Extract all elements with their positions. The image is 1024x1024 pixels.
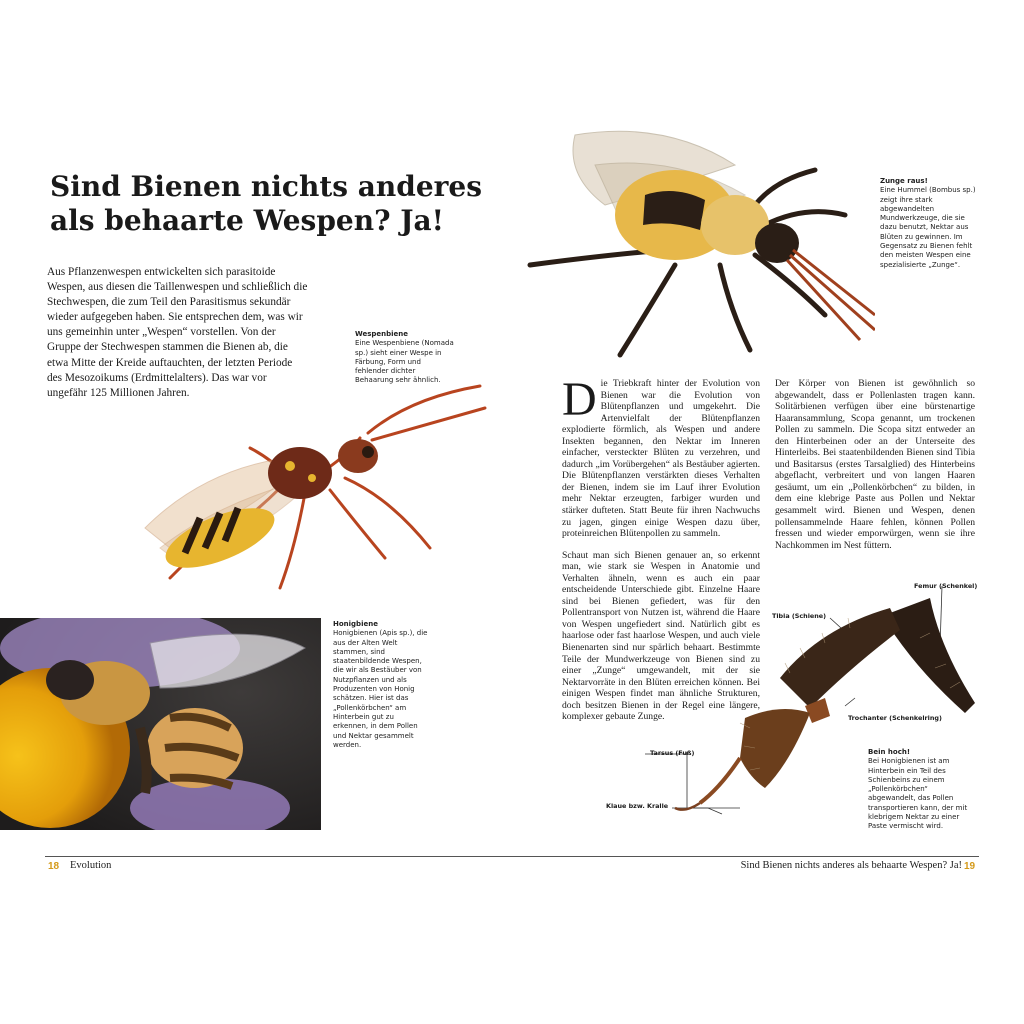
body-paragraph-3: Der Körper von Bienen ist gewöhnlich so abgewandelt, dass er Pollenlasten tragen kann. Solitärbienen verfügen über eine bürstenartige Haaransammlung, Scopa genannt, um trockenen Pollen zu sammeln. Die Scopa sitzt entweder an den Hinterbeinen oder an der Unterseite des Hinterleibs. Bei staatenbildenden Bienen sind Tibia und Basitarsus (erstes Tarsalglied) des Hinterbeins abgeflacht, verbreitert und von langen Haaren gesäumt, um ein „Pollenkörbchen“ zu bilden, in dem eine klebrige Paste aus Pollen und Nektar gesammelt wird. Bienen und Wespen, denen pollensammelnde Haare fehlen, können Pollen fressen und wieder emporwürgen, wenn sie ihre Nachkommen im Nest füttern. [775, 378, 975, 551]
caption-bumblebee-title: Zunge raus! [880, 177, 928, 185]
body-column-right [775, 378, 975, 561]
page-heading [50, 170, 490, 238]
caption-leg-title: Bein hoch! [868, 748, 911, 756]
heading-line-1: Sind Bienen nichts anderes [50, 170, 483, 203]
heading-line-2: als behaarte Wespen? Ja! [50, 204, 444, 237]
caption-leg [868, 748, 970, 832]
bumblebee-illustration [525, 125, 875, 360]
caption-bumblebee [880, 177, 978, 270]
leg-label-femur: Femur (Schenkel) [914, 582, 978, 590]
intro-paragraph: Aus Pflanzenwespen entwickelten sich parasitoide Wespen, aus diesen die Taillenwespen und schließlich die Stechwespen, die zum Teil den Parasitismus sekundär wieder aufgegeben haben. Sie entsprechen dem, was wir uns gemeinhin unter „Wespen“ vorstellen. Von der Gruppe der Stechwespen stammen die Bienen ab, die etwa Mitte der Kreide auftauchten, der letzten Periode des Mesozoikums (Erdmittelalters). Das war vor ungefähr 125 Millionen Jahren. [47, 266, 308, 399]
leg-label-tarsus: Tarsus (Fuß) [650, 749, 695, 757]
running-head-right: Sind Bienen nichts anderes als behaarte Wespen? Ja! [740, 860, 962, 871]
caption-wasp-bee-text: Eine Wespenbiene (Nomada sp.) sieht einer Wespe in Färbung, Form und fehlender dichter Behaarung sehr ähnlich. [355, 339, 454, 385]
caption-honeybee-text: Honigbienen (Apis sp.), die aus der Alten Welt stammen, sind staatenbildende Wespen, die wir als Bestäuber von Nutzpflanzen und als Produzenten von Honig schätzen. Hier ist das „Pollenkörbchen“ am Hinterbein gut zu erkennen, in dem Pollen und Nektar gesammelt werden. [333, 629, 428, 749]
caption-honeybee-title: Honigbiene [333, 620, 378, 628]
caption-honeybee [333, 620, 431, 750]
footer-rule [45, 856, 979, 857]
page-number-left: 18 [48, 861, 60, 872]
body-paragraph-1-text: ie Triebkraft hinter der Evolution von Bienen war die Evolution von Blütenpflanzen und umgekehrt. Die Artenvielfalt der Blütenpflanzen explodierte förmlich, als Wespen und andere Insekten begannen, den Nektar im Inneren einfacher, versteckter Blüten zu verzehren, und dadurch „im Vorübergehen“ als Bestäuber agierten. Die Blütenpflanzen verstärkten dieses Verhalten der Bienen, indem sie im Lauf ihrer Evolution mehr Nektar erzeugten, farbiger wurden und stärker dufteten. Statt Beute für ihren Nachwuchs zu jagen, gingen einige Wespen dazu über, proteinreichen Blütenpollen zu sammeln. [562, 378, 760, 540]
leg-label-claw: Klaue bzw. Kralle [606, 802, 669, 810]
page-number-right: 19 [964, 861, 976, 872]
caption-wasp-bee [355, 330, 455, 386]
body-paragraph-2: Schaut man sich Bienen genauer an, so erkennt man, wie stark sie Wespen in Anatomie und Verhalten ähneln, wenn es auch ein paar entscheidende Unterschiede gibt. Einzelne Haare sind bei Bienen gefiedert, was für den Pollentransport von Nutzen ist, während die Haare von Wespen ungefiedert sind. Natürlich gibt es haarlose oder fast haarlose Wespen, und auch viele Bienenarten sind nur spärlich behaart. Bestimmte Teile der Mundwerkzeuge von Bienen sind zu einer „Zunge“ umgewandelt, mit der sie Nektarvorräte in den Blüten erreichen können. Bei einigen Wespen findet man ähnliche Strukturen, doch besitzen Bienen in der Regel eine längere, komplexer gebaute Zunge. [562, 549, 760, 723]
leg-label-trochanter: Trochanter (Schenkelring) [848, 714, 942, 722]
wasp-bee-illustration [130, 378, 490, 603]
drop-cap: D [562, 373, 597, 426]
body-paragraph-1 [562, 373, 760, 540]
leg-label-tibia: Tibia (Schiene) [772, 612, 827, 620]
honeybee-photo [0, 618, 321, 830]
caption-bumblebee-text: Eine Hummel (Bombus sp.) zeigt ihre stark abgewandelten Mundwerkzeuge, die sie dazu benutzt, Nektar aus Blüten zu gewinnen. Im Gegensatz zu Bienen fehlt den meisten Wespen eine spezialisierte „Zunge“. [880, 186, 976, 269]
caption-leg-text: Bei Honigbienen ist am Hinterbein ein Teil des Schienbeins zu einem „Pollenkörbchen“ abgewandelt, das Pollen transportieren kann, der mit klebrigem Nektar zu einer Paste vermischt wird. [868, 757, 968, 831]
caption-wasp-bee-title: Wespenbiene [355, 330, 409, 338]
running-head-left: Evolution [70, 860, 112, 871]
